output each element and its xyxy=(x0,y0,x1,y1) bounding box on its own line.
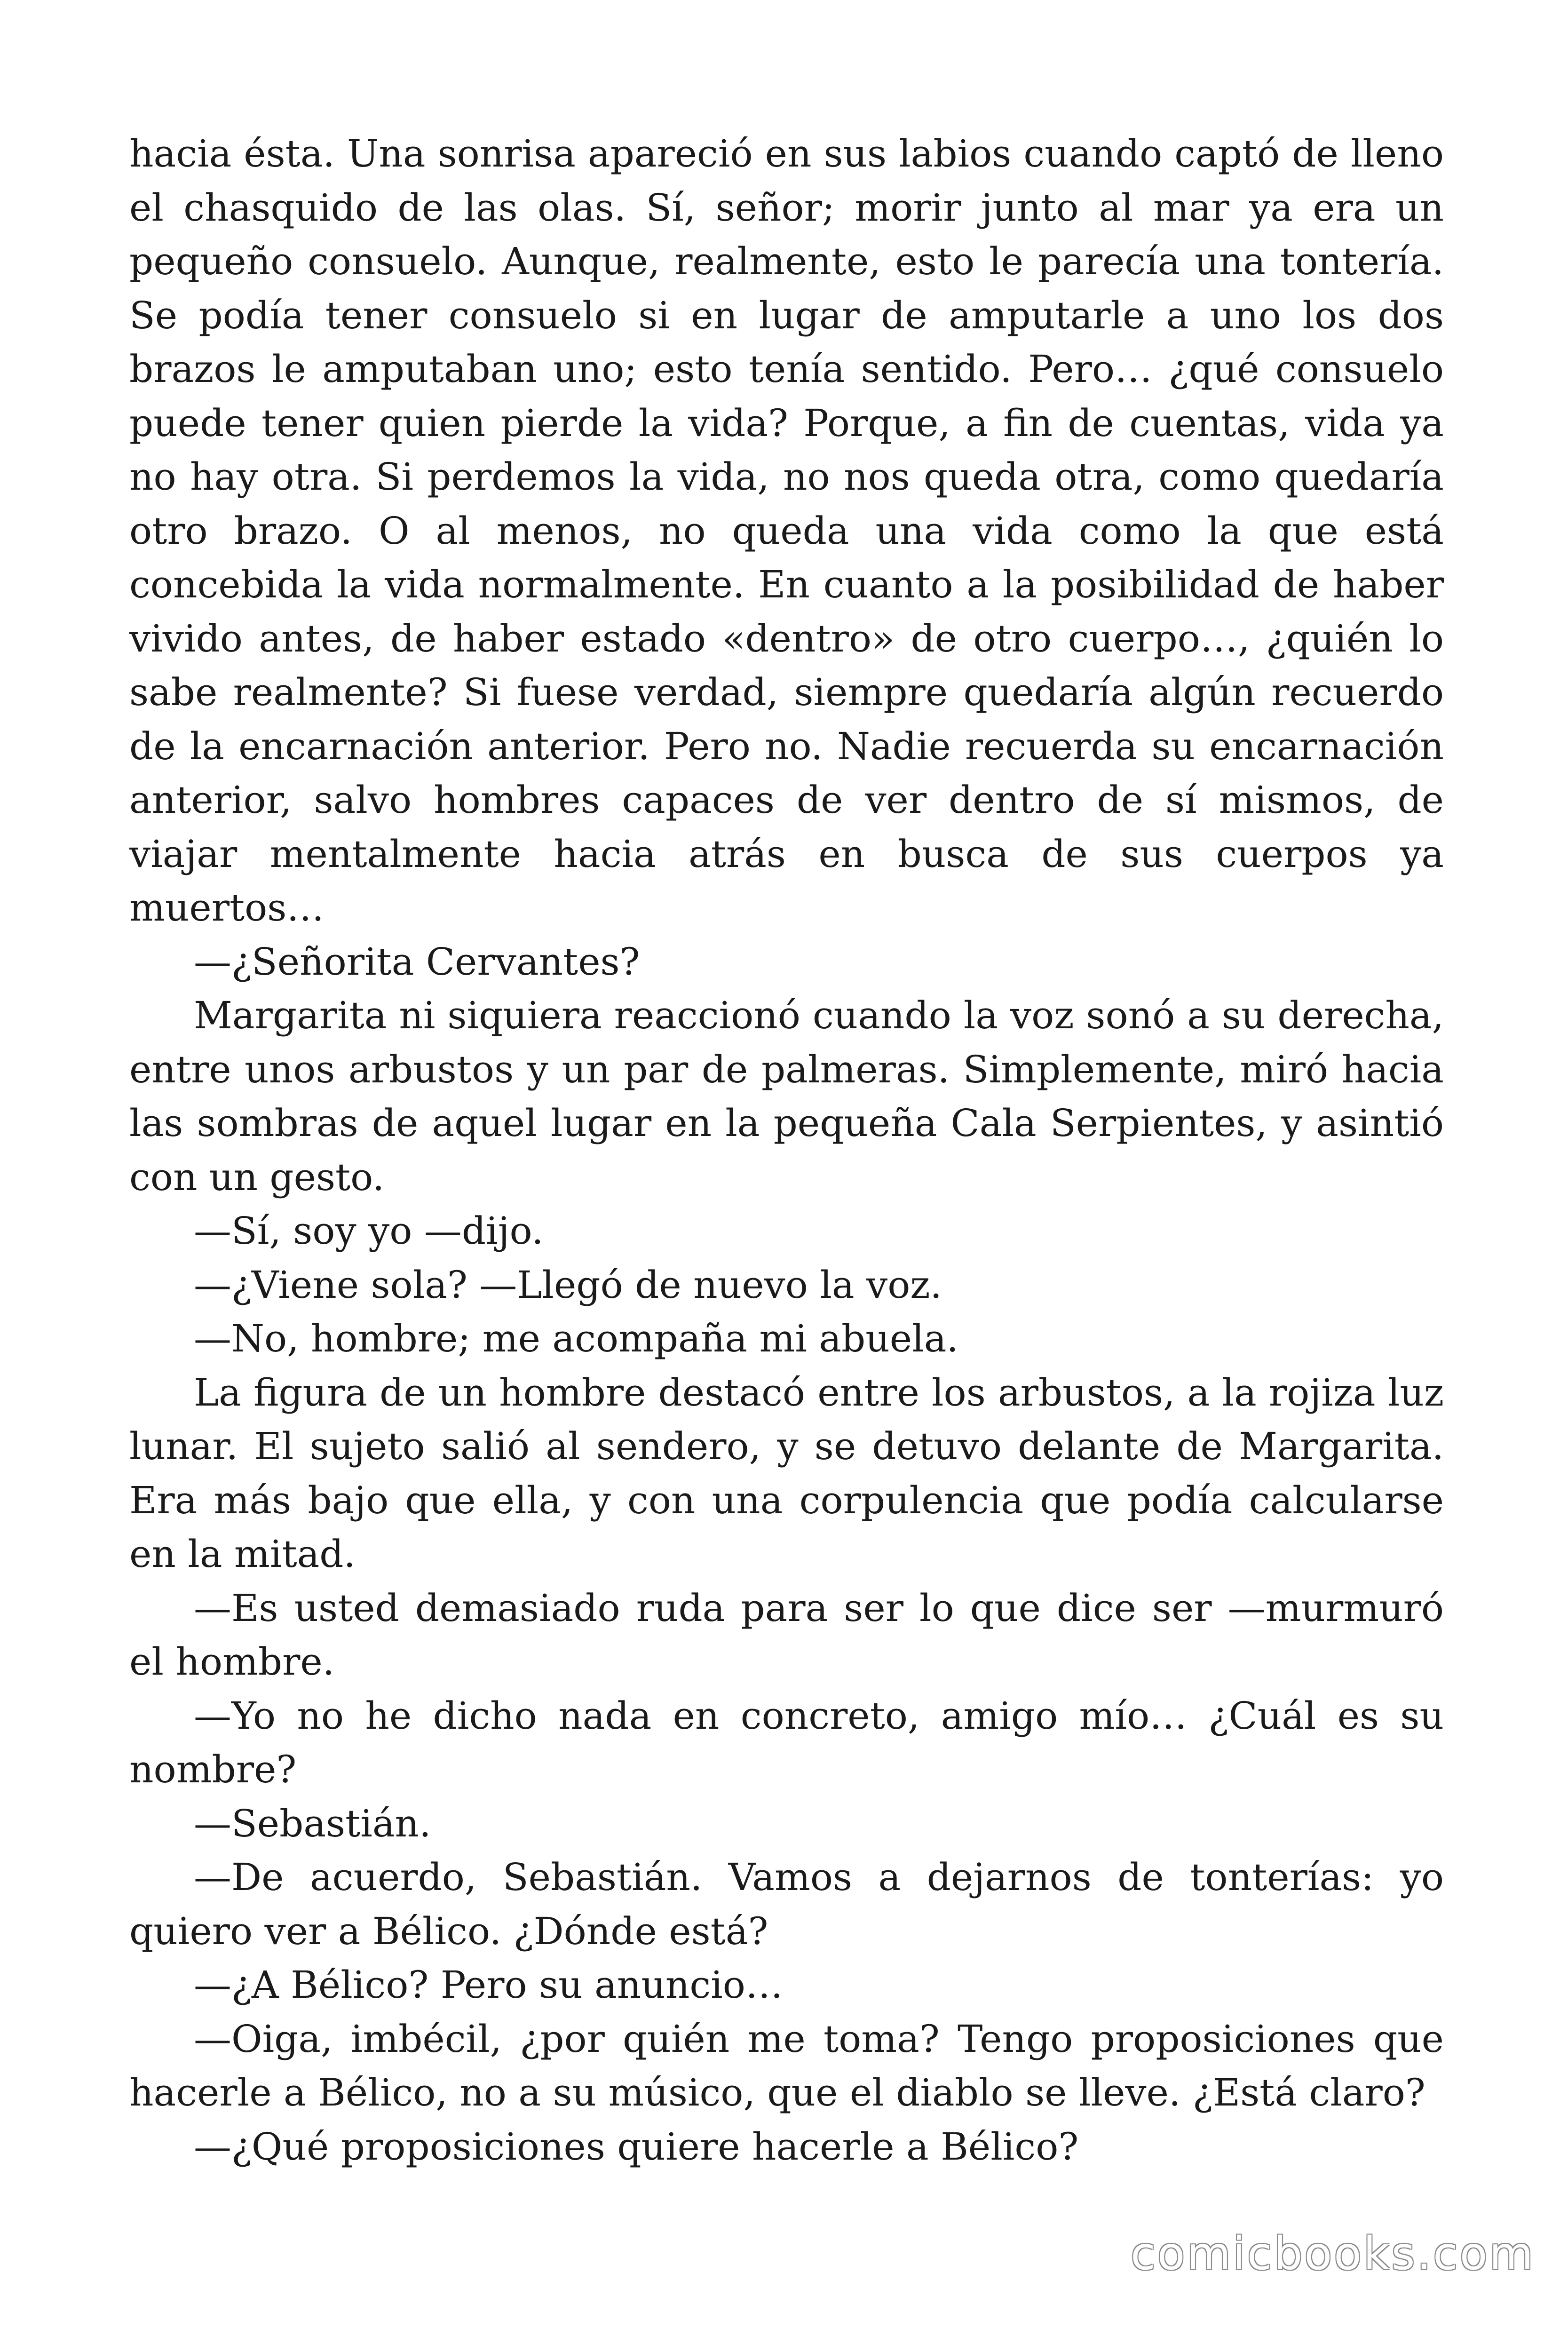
dialogue-line: —De acuerdo, Sebastián. Vamos a dejarnos de tonterías: yo quiero ver a Bélico. ¿Dónde está? xyxy=(129,1855,1444,1953)
dialogue-line: —Yo no he dicho nada en concreto, amigo mío… ¿Cuál es su nombre? xyxy=(129,1693,1444,1791)
paragraph: La figura de un hombre destacó entre los arbustos, a la rojiza luz lunar. El sujeto salió al sendero, y se detuvo delante de Margarita. Era más bajo que ella, y con una corpulencia que podía calcularse en la mitad. xyxy=(129,1370,1444,1576)
dialogue-line: —Sí, soy yo —dijo. xyxy=(194,1209,544,1253)
dialogue-line: —No, hombre; me acompaña mi abuela. xyxy=(194,1317,958,1360)
paragraph: Margarita ni siquiera reaccionó cuando la voz sonó a su derecha, entre unos arbustos y un par de palmeras. Simplemente, miró hacia las sombras de aquel lugar en la pequeña Cala Serpientes, y asintió con un gesto. xyxy=(129,993,1444,1199)
paragraph: hacia ésta. Una sonrisa apareció en sus labios cuando captó de lleno el chasquido de las olas. Sí, señor; morir junto al mar ya era un pequeño consuelo. Aunque, realmente, esto le parecía una tontería. Se podía tener consuelo si en lugar de amputarle a uno los dos brazos le amputaban uno; esto tenía sentido. Pero… ¿qué consuelo puede tener quien pierde la vida? Porque, a fin de cuentas, vida ya no hay otra. Si perdemos la vida, no nos queda otra, como quedaría otro brazo. O al menos, no queda una vida como la que está concebida la vida normalmente. En cuanto a la posibilidad de haber vivido antes, de haber estado «dentro» de otro cuerpo…, ¿quién lo sabe realmente? Si fuese verdad, siempre quedaría algún recuerdo de la encarnación anterior. Pero no. Nadie recuerda su encarnación anterior, salvo hombres capaces de ver dentro de sí mismos, de viajar mentalmente hacia atrás en busca de sus cuerpos ya muertos… xyxy=(129,132,1444,930)
book-page-text xyxy=(129,127,1444,2174)
dialogue-line: —Oiga, imbécil, ¿por quién me toma? Tengo proposiciones que hacerle a Bélico, no a su músico, que el diablo se lleve. ¿Está claro? xyxy=(129,2017,1444,2114)
dialogue-line: —Es usted demasiado ruda para ser lo que dice ser —murmuró el hombre. xyxy=(129,1586,1444,1684)
dialogue-line: —¿A Bélico? Pero su anuncio… xyxy=(194,1963,783,2007)
dialogue-line: —¿Qué proposiciones quiere hacerle a Bélico? xyxy=(194,2124,1079,2169)
dialogue-line: —¿Señorita Cervantes? xyxy=(194,939,640,984)
watermark-logo: comicbooks.com xyxy=(1130,2227,1535,2280)
dialogue-line: —Sebastián. xyxy=(194,1801,431,1845)
dialogue-line: —¿Viene sola? —Llegó de nuevo la voz. xyxy=(194,1263,942,1307)
